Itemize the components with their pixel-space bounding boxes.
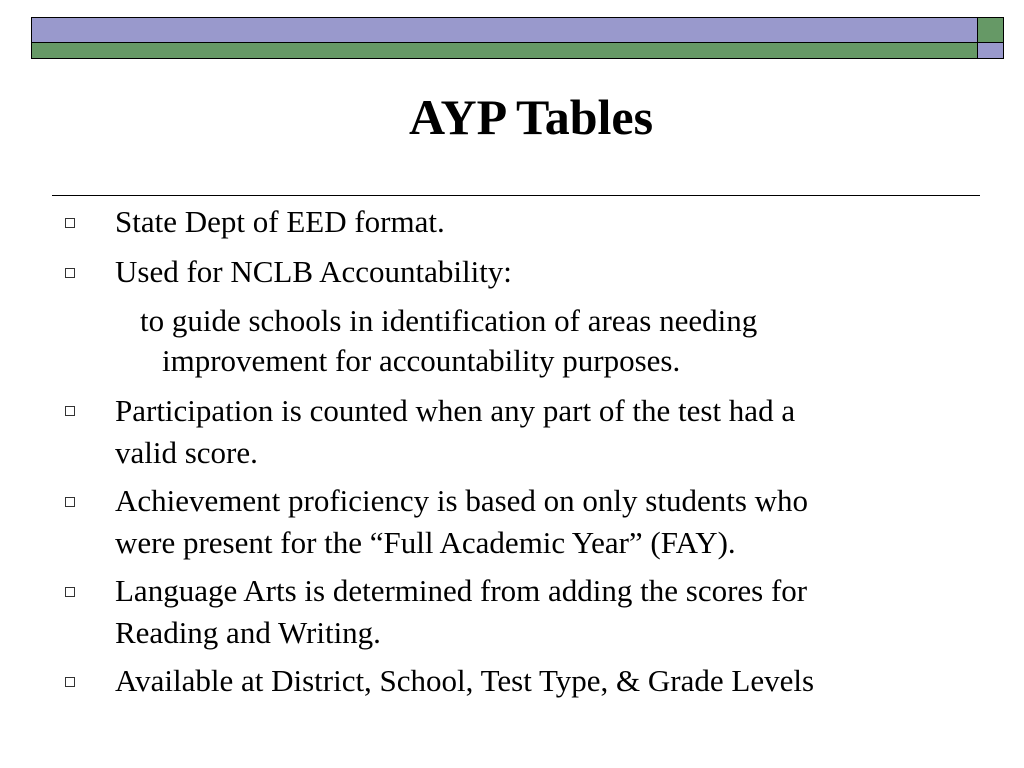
title-divider — [52, 195, 980, 196]
bullet-text: Participation is counted when any part of the test had a valid score. — [115, 393, 796, 470]
bullet-text: Used for NCLB Accountability: — [115, 254, 512, 289]
square-bullet-icon — [65, 406, 75, 416]
bullet-text: Available at District, School, Test Type, & Grade Levels — [115, 663, 815, 698]
slide-title: AYP Tables — [408, 89, 654, 145]
header-bar-green — [31, 42, 978, 59]
bullet-text: Language Arts is determined from adding the scores for Reading and Writing. — [115, 573, 808, 650]
header-block-green — [977, 17, 1004, 43]
square-bullet-icon — [65, 677, 75, 687]
square-bullet-icon — [65, 218, 75, 228]
square-bullet-icon — [65, 497, 75, 507]
bullet-text: State Dept of EED format. — [115, 204, 445, 239]
square-bullet-icon — [65, 587, 75, 597]
header-block-purple — [977, 42, 1004, 59]
bullet-text: Achievement proficiency is based on only students who were present for the “Full Academic Year” (FAY). — [115, 483, 809, 560]
header-bar-purple — [31, 17, 978, 43]
square-bullet-icon — [65, 268, 75, 278]
sub-item-text: to guide schools in identification of areas needing improvement for accountability purposes. — [140, 303, 758, 378]
